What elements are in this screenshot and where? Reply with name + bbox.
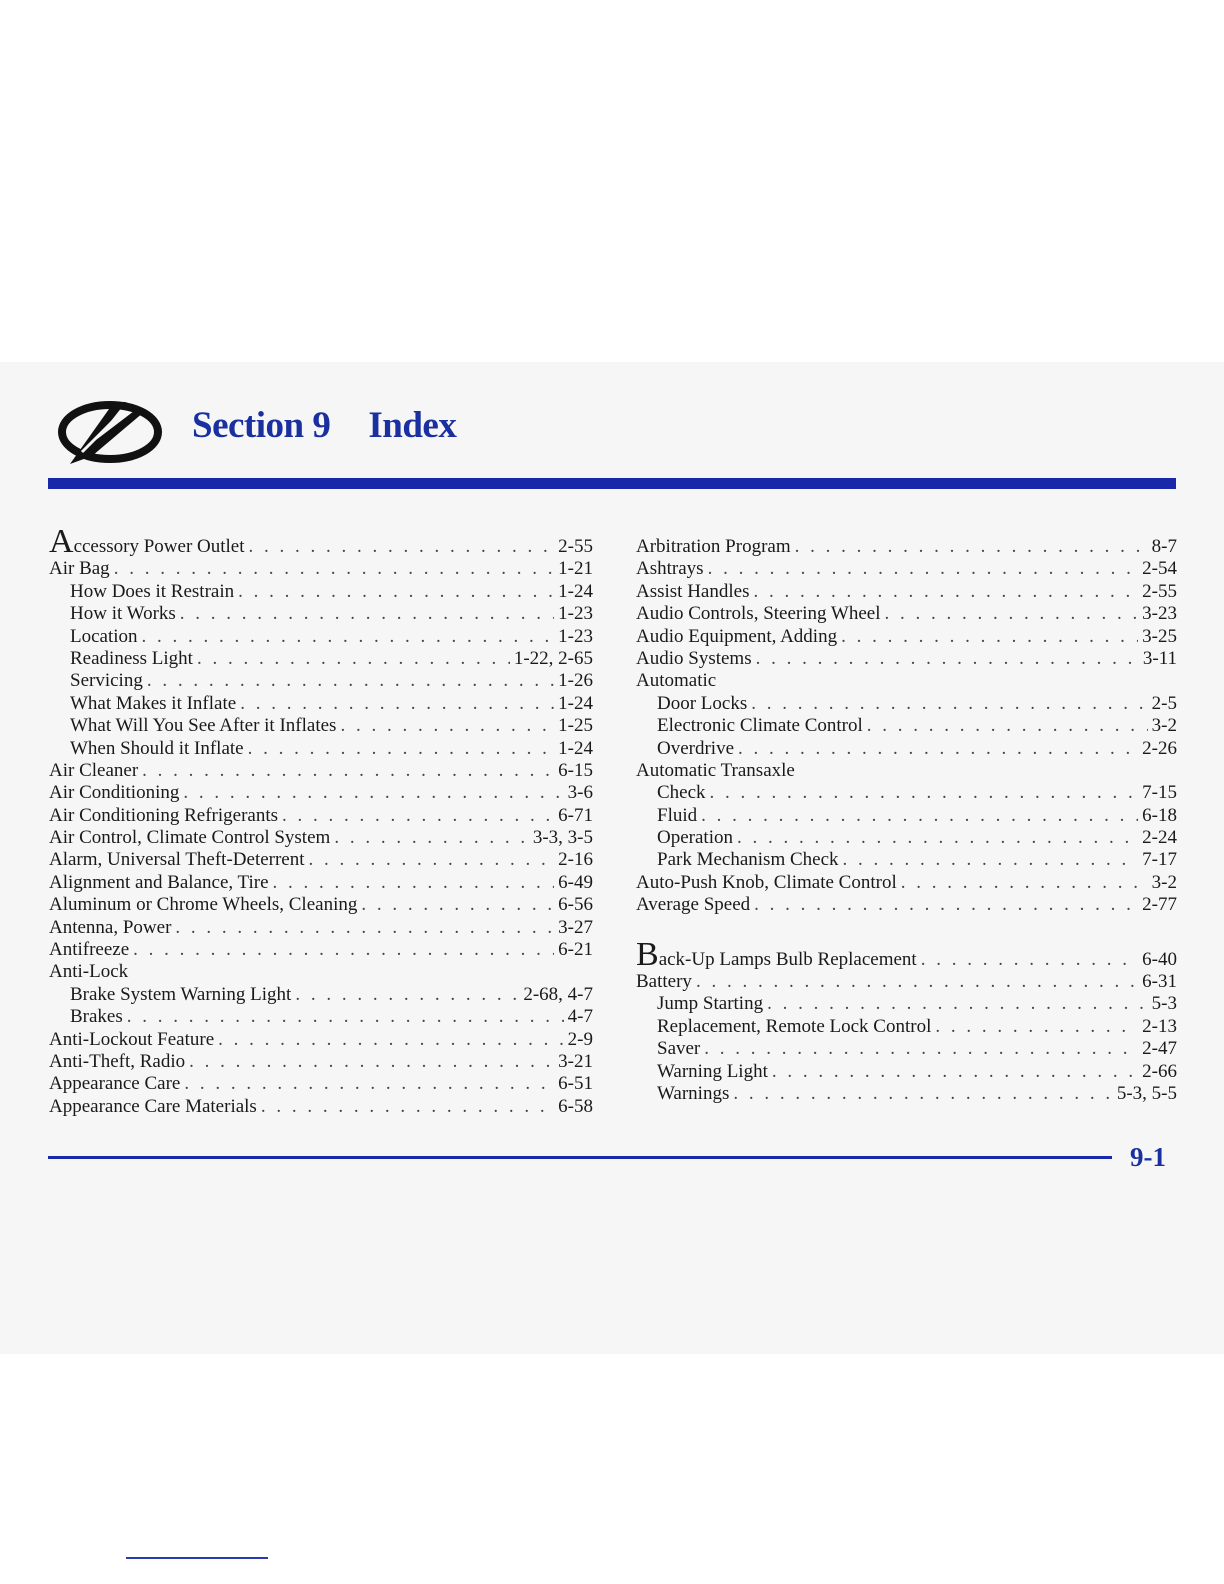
entry-text: Location xyxy=(70,625,138,647)
entry-label xyxy=(657,715,863,737)
entry-label xyxy=(49,1073,180,1095)
entry-label xyxy=(70,648,193,670)
entry-page-ref: 2-66 xyxy=(1142,1060,1177,1082)
index-subentry xyxy=(636,1061,1177,1083)
entry-label xyxy=(70,581,234,603)
entry-page-ref: 6-15 xyxy=(558,759,593,781)
entry-page-ref: 3-21 xyxy=(558,1050,593,1072)
entry-text: Anti-Lock xyxy=(49,961,129,983)
index-subentry xyxy=(49,984,593,1006)
entry-text: Air Conditioning xyxy=(49,782,180,804)
entry-page-ref: 2-9 xyxy=(567,1028,593,1050)
entry-page-ref: 5-3, 5-5 xyxy=(1116,1082,1177,1104)
index-subentry xyxy=(636,1016,1177,1038)
entry-text: Servicing xyxy=(70,670,143,692)
index-subentry xyxy=(49,738,593,760)
entry-label xyxy=(49,523,245,560)
dot-leader xyxy=(133,939,554,961)
index-subentry xyxy=(636,782,1177,804)
letter-initial: B xyxy=(636,935,659,973)
entry-page-ref: 4-7 xyxy=(567,1006,593,1028)
entry-text: Aluminum or Chrome Wheels, Cleaning xyxy=(49,894,358,916)
dot-leader xyxy=(340,715,554,737)
dot-leader xyxy=(901,872,1148,894)
entry-text: Battery xyxy=(636,971,692,993)
entry-page-ref: 3-2 xyxy=(1151,715,1177,737)
dot-leader xyxy=(147,670,554,692)
index-entry xyxy=(636,935,1177,973)
entry-page-ref: 1-24 xyxy=(558,692,593,714)
index-entry xyxy=(636,603,1177,625)
index-entry xyxy=(49,1073,593,1095)
entry-text: Air Conditioning Refrigerants xyxy=(49,804,279,826)
entry-label xyxy=(70,693,236,715)
index-column-left xyxy=(49,523,593,1118)
entry-label xyxy=(657,782,706,804)
dot-leader xyxy=(142,760,554,782)
entry-text: How it Works xyxy=(70,603,176,625)
entry-text: Brakes xyxy=(70,1006,123,1028)
entry-page-ref: 2-77 xyxy=(1142,894,1177,916)
dot-leader xyxy=(282,805,554,827)
letter-initial: A xyxy=(49,523,74,560)
index-entry xyxy=(49,558,593,580)
index-entry xyxy=(49,827,593,849)
entry-page-ref: 3-11 xyxy=(1142,647,1177,669)
entry-page-ref: 6-71 xyxy=(558,804,593,826)
index-entry xyxy=(49,872,593,894)
entry-label xyxy=(49,1096,257,1118)
entry-text: Automatic Transaxle xyxy=(636,759,795,781)
entry-label xyxy=(636,626,837,648)
entry-text: Fluid xyxy=(657,804,698,826)
dot-leader xyxy=(737,827,1138,849)
entry-page-ref: 7-17 xyxy=(1142,849,1177,871)
dot-leader xyxy=(738,738,1138,760)
entry-page-ref: 6-18 xyxy=(1142,804,1177,826)
dot-leader xyxy=(249,536,555,558)
index-subentry xyxy=(636,805,1177,827)
entry-label xyxy=(49,1029,214,1051)
entry-label xyxy=(657,1038,700,1060)
dot-leader xyxy=(240,693,554,715)
entry-text: Audio Controls, Steering Wheel xyxy=(636,603,881,625)
dot-leader xyxy=(756,648,1139,670)
entry-text: Check xyxy=(657,782,706,804)
dot-leader xyxy=(867,715,1148,737)
entry-text: Park Mechanism Check xyxy=(657,849,839,871)
entry-page-ref: 2-5 xyxy=(1151,692,1177,714)
entry-text: Replacement, Remote Lock Control xyxy=(657,1015,932,1037)
index-entry xyxy=(49,782,593,804)
entry-page-ref: 6-49 xyxy=(558,871,593,893)
entry-page-ref: 2-13 xyxy=(1142,1015,1177,1037)
index-entry xyxy=(636,648,1177,670)
entry-page-ref: 1-26 xyxy=(558,670,593,692)
dot-leader xyxy=(751,693,1147,715)
bottom-rule xyxy=(126,1557,268,1559)
index-heading xyxy=(636,670,1177,692)
index-entry xyxy=(49,805,593,827)
dot-leader xyxy=(772,1061,1138,1083)
index-heading xyxy=(49,961,593,983)
entry-label xyxy=(49,939,129,961)
entry-page-ref: 1-22, 2-65 xyxy=(513,647,593,669)
index-entry xyxy=(49,1051,593,1073)
entry-text: Warnings xyxy=(657,1082,730,1104)
index-subentry xyxy=(636,738,1177,760)
entry-label xyxy=(49,894,357,916)
entry-label xyxy=(636,760,795,782)
index-entry xyxy=(49,849,593,871)
index-subentry xyxy=(49,648,593,670)
entry-text: Brake System Warning Light xyxy=(70,983,292,1005)
entry-text: Anti-Theft, Radio xyxy=(49,1050,186,1072)
entry-label xyxy=(636,581,749,603)
entry-label xyxy=(70,670,143,692)
entry-page-ref: 3-6 xyxy=(567,782,593,804)
entry-page-ref: 1-21 xyxy=(558,558,593,580)
dot-leader xyxy=(273,872,555,894)
entry-label xyxy=(49,1051,185,1073)
entry-text: Automatic xyxy=(636,670,717,692)
entry-label xyxy=(636,558,704,580)
entry-label xyxy=(657,827,733,849)
entry-label xyxy=(636,894,750,916)
entry-text: Audio Systems xyxy=(636,647,752,669)
page-number: 9-1 xyxy=(1130,1142,1166,1172)
dot-leader xyxy=(248,738,555,760)
index-gap xyxy=(636,917,1177,949)
index-entry xyxy=(636,558,1177,580)
entry-label xyxy=(657,1083,729,1105)
index-subentry xyxy=(49,581,593,603)
entry-page-ref: 6-58 xyxy=(558,1095,593,1117)
entry-text: Average Speed xyxy=(636,894,751,916)
index-entry xyxy=(49,1029,593,1051)
entry-page-ref: 3-3, 3-5 xyxy=(532,827,593,849)
entry-text: What Will You See After it Inflates xyxy=(70,715,337,737)
dot-leader xyxy=(710,782,1139,804)
dot-leader xyxy=(261,1096,554,1118)
entry-text: Warning Light xyxy=(657,1060,768,1082)
entry-page-ref: 1-23 xyxy=(558,625,593,647)
entry-page-ref: 6-56 xyxy=(558,894,593,916)
index-subentry xyxy=(49,626,593,648)
dot-leader xyxy=(295,984,519,1006)
dot-leader xyxy=(767,993,1148,1015)
entry-page-ref: 7-15 xyxy=(1142,782,1177,804)
entry-page-ref: 2-55 xyxy=(558,536,593,557)
index-subentry xyxy=(49,670,593,692)
dot-leader xyxy=(935,1016,1138,1038)
dot-leader xyxy=(921,949,1138,971)
dot-leader xyxy=(142,626,555,648)
entry-text: Jump Starting xyxy=(657,993,764,1015)
dot-leader xyxy=(754,894,1138,916)
index-heading xyxy=(636,760,1177,782)
entry-label xyxy=(70,1006,123,1028)
entry-label xyxy=(49,849,305,871)
index-subentry xyxy=(636,1038,1177,1060)
entry-page-ref: 1-23 xyxy=(558,603,593,625)
dot-leader xyxy=(197,648,510,670)
entry-text: ccessory Power Outlet xyxy=(73,536,245,557)
index-entry xyxy=(49,917,593,939)
entry-text: Air Cleaner xyxy=(49,759,139,781)
entry-text: Air Control, Climate Control System xyxy=(49,827,331,849)
entry-text: Overdrive xyxy=(657,737,735,759)
entry-label xyxy=(70,626,138,648)
entry-label xyxy=(657,993,763,1015)
index-entry xyxy=(636,971,1177,993)
dot-leader xyxy=(733,1083,1112,1105)
entry-page-ref: 3-25 xyxy=(1142,625,1177,647)
entry-page-ref: 2-68, 4-7 xyxy=(523,983,593,1005)
entry-label xyxy=(70,984,291,1006)
entry-page-ref: 3-2 xyxy=(1151,871,1177,893)
dot-leader xyxy=(218,1029,564,1051)
entry-page-ref: 2-26 xyxy=(1142,737,1177,759)
index-entry xyxy=(49,894,593,916)
entry-label xyxy=(657,805,697,827)
index-subentry xyxy=(49,1006,593,1028)
entry-text: Antifreeze xyxy=(49,939,130,961)
index-entry xyxy=(49,523,593,560)
entry-page-ref: 2-55 xyxy=(1142,580,1177,602)
index-subentry xyxy=(636,827,1177,849)
entry-page-ref: 1-24 xyxy=(558,580,593,602)
index-entry xyxy=(636,626,1177,648)
entry-text: Assist Handles xyxy=(636,580,750,602)
dot-leader xyxy=(184,1073,554,1095)
entry-text: Electronic Climate Control xyxy=(657,715,863,737)
dot-leader xyxy=(180,603,554,625)
index-entry xyxy=(636,536,1177,558)
entry-page-ref: 2-24 xyxy=(1142,827,1177,849)
entry-text: Operation xyxy=(657,827,733,849)
entry-page-ref: 6-51 xyxy=(558,1073,593,1095)
entry-page-ref: 6-21 xyxy=(558,939,593,961)
entry-text: Readiness Light xyxy=(70,647,193,669)
index-entry xyxy=(49,939,593,961)
entry-page-ref: 5-3 xyxy=(1151,993,1177,1015)
dot-leader xyxy=(795,536,1148,558)
index-entry xyxy=(636,872,1177,894)
index-subentry xyxy=(636,715,1177,737)
entry-page-ref: 3-27 xyxy=(558,916,593,938)
entry-label xyxy=(49,760,138,782)
index-subentry xyxy=(636,993,1177,1015)
index-subentry xyxy=(636,849,1177,871)
dot-leader xyxy=(183,782,563,804)
entry-label xyxy=(49,805,278,827)
entry-page-ref: 8-7 xyxy=(1151,536,1177,557)
entry-text: Audio Equipment, Adding xyxy=(636,625,838,647)
entry-text: Appearance Care xyxy=(49,1073,181,1095)
index-column-right xyxy=(636,536,1177,1105)
entry-label xyxy=(49,827,330,849)
entry-text: Auto-Push Knob, Climate Control xyxy=(636,871,897,893)
entry-page-ref: 2-47 xyxy=(1142,1038,1177,1060)
entry-label xyxy=(70,715,336,737)
entry-page-ref: 1-25 xyxy=(558,715,593,737)
entry-text: Alignment and Balance, Tire xyxy=(49,871,269,893)
entry-label xyxy=(636,648,752,670)
entry-label xyxy=(657,849,839,871)
dot-leader xyxy=(753,581,1138,603)
entry-page-ref: 6-31 xyxy=(1142,971,1177,993)
index-subentry xyxy=(49,693,593,715)
entry-text: Ashtrays xyxy=(636,558,704,580)
entry-text: Saver xyxy=(657,1038,701,1060)
entry-page-ref: 2-54 xyxy=(1142,558,1177,580)
dot-leader xyxy=(127,1006,564,1028)
dot-leader xyxy=(841,626,1138,648)
dot-leader xyxy=(885,603,1139,625)
section-name: Index xyxy=(368,405,457,446)
page-title xyxy=(192,404,456,447)
dot-leader xyxy=(114,558,554,580)
entry-label xyxy=(636,935,917,973)
index-subentry xyxy=(49,603,593,625)
entry-label xyxy=(636,603,881,625)
entry-label xyxy=(657,1016,931,1038)
title-divider xyxy=(48,478,1176,489)
entry-label xyxy=(49,961,128,983)
entry-page-ref: 1-24 xyxy=(558,737,593,759)
entry-label xyxy=(657,693,747,715)
entry-label xyxy=(49,782,179,804)
entry-label xyxy=(636,536,791,558)
index-subentry xyxy=(636,1083,1177,1105)
dot-leader xyxy=(189,1051,554,1073)
entry-page-ref: 2-16 xyxy=(558,849,593,871)
oldsmobile-rocket-logo-icon xyxy=(52,398,162,468)
section-label: Section 9 xyxy=(192,405,331,446)
entry-label xyxy=(70,603,176,625)
dot-leader xyxy=(309,849,555,871)
dot-leader xyxy=(238,581,554,603)
entry-label xyxy=(636,872,897,894)
entry-text: Arbitration Program xyxy=(636,536,791,557)
entry-label xyxy=(49,558,110,580)
footer-divider xyxy=(48,1156,1112,1159)
entry-text: What Makes it Inflate xyxy=(70,692,237,714)
entry-label xyxy=(49,917,171,939)
entry-text: Alarm, Universal Theft-Deterrent xyxy=(49,849,305,871)
entry-label xyxy=(636,971,692,993)
entry-label xyxy=(657,1061,768,1083)
entry-page-ref: 3-23 xyxy=(1142,603,1177,625)
entry-label xyxy=(70,738,244,760)
entry-label xyxy=(636,670,716,692)
entry-text: Appearance Care Materials xyxy=(49,1095,257,1117)
entry-text: ack-Up Lamps Bulb Replacement xyxy=(658,948,917,970)
index-entry xyxy=(636,581,1177,603)
entry-label xyxy=(657,738,734,760)
dot-leader xyxy=(361,894,554,916)
entry-text: Air Bag xyxy=(49,558,110,580)
dot-leader xyxy=(843,849,1139,871)
index-entry xyxy=(636,894,1177,916)
dot-leader xyxy=(334,827,529,849)
dot-leader xyxy=(696,971,1138,993)
entry-page-ref: 6-40 xyxy=(1142,948,1177,970)
index-entry xyxy=(49,760,593,782)
index-subentry xyxy=(636,693,1177,715)
index-subentry xyxy=(49,715,593,737)
entry-label xyxy=(49,872,269,894)
entry-text: Anti-Lockout Feature xyxy=(49,1028,215,1050)
dot-leader xyxy=(701,805,1138,827)
entry-text: When Should it Inflate xyxy=(70,737,244,759)
entry-text: How Does it Restrain xyxy=(70,580,235,602)
dot-leader xyxy=(175,917,554,939)
dot-leader xyxy=(708,558,1139,580)
index-entry xyxy=(49,1096,593,1118)
entry-text: Door Locks xyxy=(657,692,748,714)
dot-leader xyxy=(704,1038,1138,1060)
entry-text: Antenna, Power xyxy=(49,916,172,938)
